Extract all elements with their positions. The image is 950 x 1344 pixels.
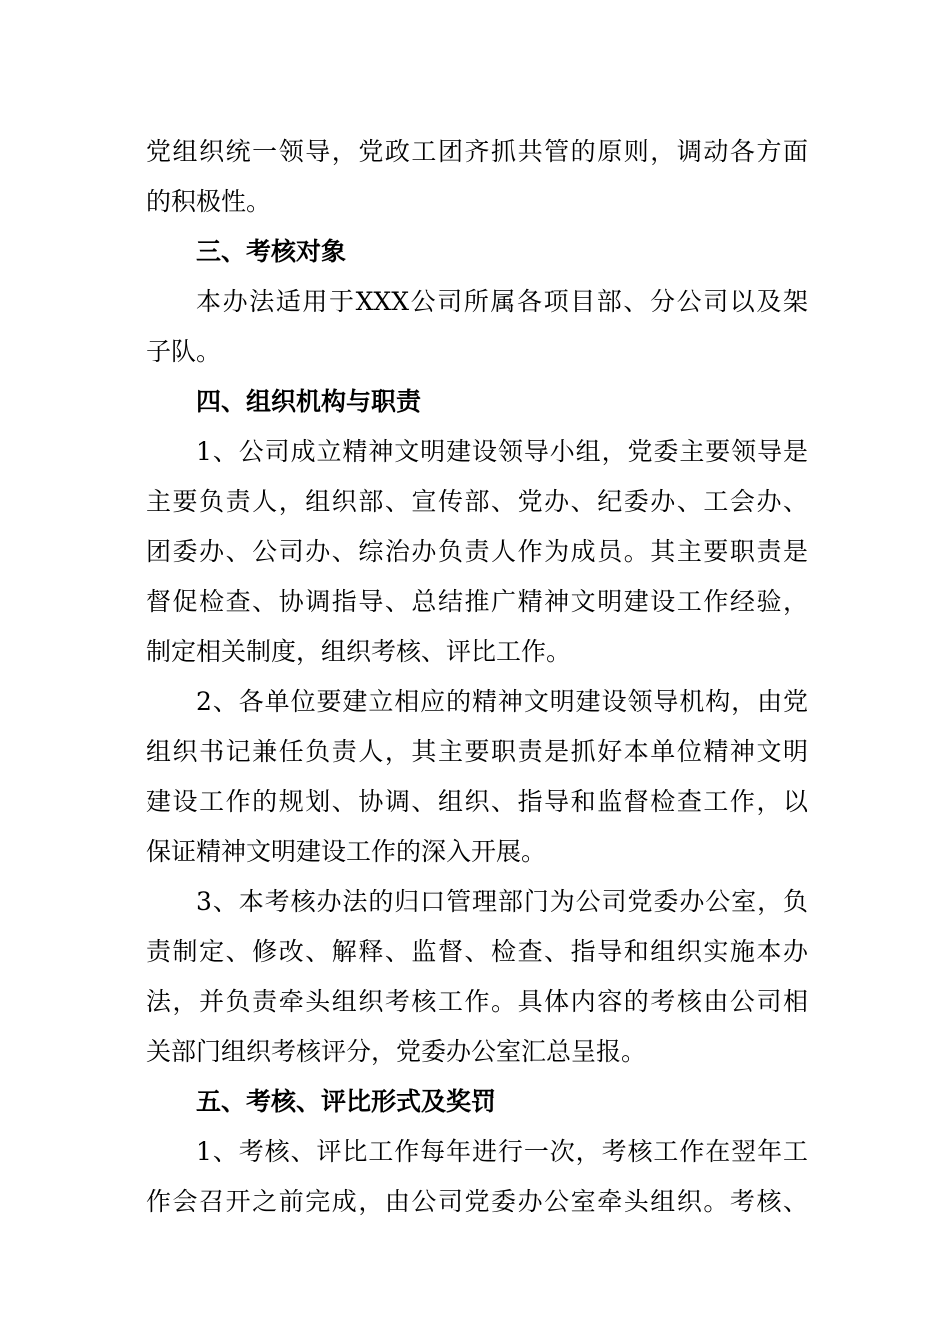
section-heading-5: 五、考核、评比形式及奖罚	[196, 1087, 497, 1116]
body-text-line: 作会召开之前完成，由公司党委办公室牵头组织。考核、	[146, 1187, 808, 1216]
body-text-line: 主要负责人，组织部、宣传部、党办、纪委办、工会办、	[146, 487, 808, 516]
body-text-line: 党组织统一领导，党政工团齐抓共管的原则，调动各方面	[146, 137, 808, 166]
body-text-line: 关部门组织考核评分，党委办公室汇总呈报。	[146, 1037, 647, 1066]
body-text-line: 的积极性。	[146, 187, 272, 216]
body-text-line: 建设工作的规划、协调、组织、指导和监督检查工作，以	[146, 787, 808, 816]
section-heading-4: 四、组织机构与职责	[196, 387, 422, 416]
body-text-line: 组织书记兼任负责人，其主要职责是抓好本单位精神文明	[146, 737, 808, 766]
body-text-line: 本办法适用于XXX公司所属各项目部、分公司以及架	[196, 287, 808, 316]
body-text-line: 制定相关制度，组织考核、评比工作。	[146, 637, 572, 666]
section-heading-3: 三、考核对象	[196, 237, 347, 266]
body-text-line: 责制定、修改、解释、监督、检查、指导和组织实施本办	[146, 937, 808, 966]
body-text-line: 1、公司成立精神文明建设领导小组，党委主要领导是	[196, 437, 808, 466]
body-text-line: 保证精神文明建设工作的深入开展。	[146, 837, 547, 866]
body-text-line: 1、考核、评比工作每年进行一次，考核工作在翌年工	[196, 1137, 808, 1166]
body-text-line: 3、本考核办法的归口管理部门为公司党委办公室，负	[196, 887, 808, 916]
body-text-line: 团委办、公司办、综治办负责人作为成员。其主要职责是	[146, 537, 808, 566]
body-text-line: 2、各单位要建立相应的精神文明建设领导机构，由党	[196, 687, 808, 716]
body-text-line: 子队。	[146, 337, 222, 366]
body-text-line: 法，并负责牵头组织考核工作。具体内容的考核由公司相	[146, 987, 808, 1016]
body-text-line: 督促检查、协调指导、总结推广精神文明建设工作经验，	[146, 587, 808, 616]
